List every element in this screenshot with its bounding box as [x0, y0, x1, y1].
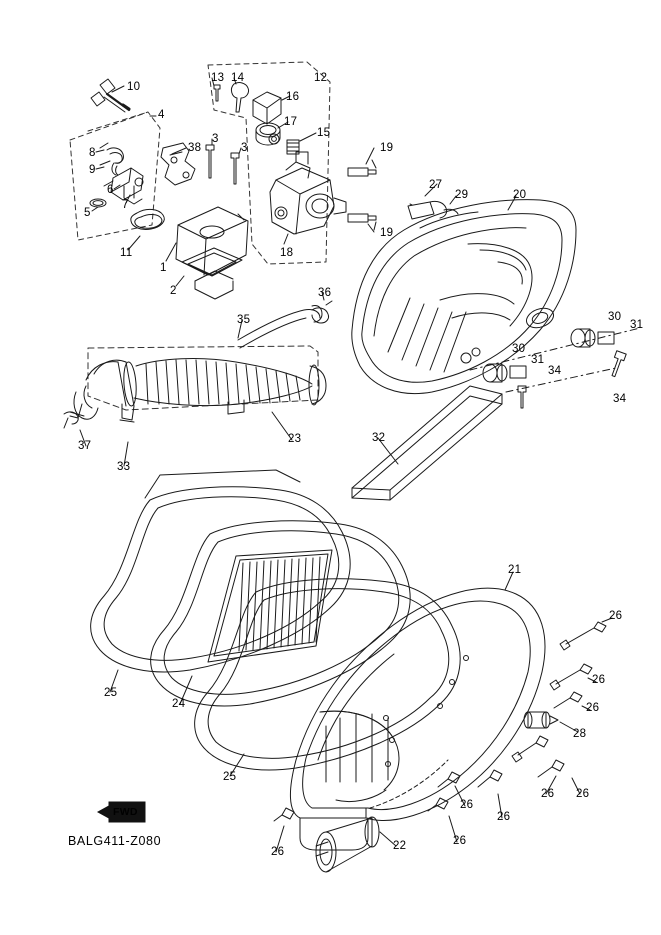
callout-number: 9 [89, 164, 96, 176]
group-intake-duct-23 [70, 346, 326, 422]
callout-number: 26 [609, 610, 623, 622]
group-bolt-19b [348, 214, 376, 230]
group-grommet-30a [483, 364, 507, 382]
group-bolt-3b [231, 153, 239, 184]
callout-number: 1 [160, 262, 167, 274]
callout-number: 26 [576, 788, 590, 800]
callout-number: 26 [586, 702, 600, 714]
callout-number: 21 [508, 564, 522, 576]
fwd-label: FWD [113, 806, 138, 818]
group-gasket-11 [131, 209, 164, 229]
callout-number: 26 [497, 811, 511, 823]
callout-number: 31 [630, 319, 644, 331]
callout-number: 30 [608, 311, 622, 323]
group-grommet-30b [571, 329, 595, 347]
callout-number: 2 [170, 285, 177, 297]
callout-number: 7 [122, 199, 129, 211]
callout-number: 13 [211, 72, 225, 84]
callout-number: 14 [231, 72, 245, 84]
callout-number: 5 [84, 207, 91, 219]
group-oring-5 [90, 199, 106, 207]
group-screw-26-d [512, 736, 548, 762]
part-code-label: BALG411-Z080 [68, 834, 162, 848]
group-gasket-2 [182, 248, 242, 299]
group-screw-26-f [478, 770, 502, 787]
group-collar-31a [510, 366, 526, 378]
group-screw-13 [214, 85, 220, 101]
callout-number: 3 [212, 133, 219, 145]
callout-number: 26 [592, 674, 606, 686]
callout-number: 25 [223, 771, 237, 783]
group-screw-26-c [554, 692, 582, 708]
group-filter-element-24 [151, 521, 411, 706]
callout-number: 12 [314, 72, 328, 84]
group-bolt-10 [91, 79, 129, 112]
group-bolt-34b [608, 351, 626, 378]
callout-number: 25 [104, 687, 118, 699]
group-screw-26-a [560, 622, 606, 650]
group-screw-26-h [428, 798, 448, 811]
callout-number: 28 [573, 728, 587, 740]
callout-number: 26 [453, 835, 467, 847]
callout-number: 29 [455, 189, 469, 201]
callout-number: 23 [288, 433, 302, 445]
group-screw-26-i [274, 808, 294, 821]
group-throttle-1 [176, 207, 248, 275]
group-bolt-3a [206, 145, 214, 178]
callout-number: 10 [127, 81, 141, 93]
callout-number: 6 [107, 184, 114, 196]
fwd-direction-badge [95, 800, 147, 824]
callout-number: 35 [237, 314, 251, 326]
group-throttle-18 [270, 152, 346, 234]
callout-number: 26 [460, 799, 474, 811]
callout-number: 19 [380, 142, 394, 154]
callout-number: 11 [120, 247, 133, 259]
callout-number: 19 [380, 227, 394, 239]
callout-number: 22 [393, 840, 407, 852]
callout-number: 34 [548, 365, 562, 377]
group-sensor-16 [253, 92, 281, 145]
callout-number: 37 [78, 440, 92, 452]
callout-number: 33 [117, 461, 131, 473]
group-clip-9 [100, 143, 123, 175]
callout-number: 16 [286, 91, 300, 103]
callout-number: 3 [241, 142, 248, 154]
group-outlet-duct-22 [316, 817, 379, 872]
group-oring-15 [269, 134, 299, 154]
callout-number: 20 [513, 189, 527, 201]
callout-number: 4 [158, 109, 165, 121]
callout-number: 32 [372, 432, 386, 444]
callout-number: 17 [284, 116, 298, 128]
callout-number: 30 [512, 343, 526, 355]
callout-number: 18 [280, 247, 294, 259]
group-clip-37 [64, 412, 78, 428]
callout-number: 8 [89, 147, 96, 159]
group-screw-14 [231, 83, 248, 112]
group-hose-35 [238, 305, 322, 348]
callout-number: 24 [172, 698, 186, 710]
callout-number: 27 [429, 179, 443, 191]
callout-number: 26 [541, 788, 555, 800]
group-grommet-28 [524, 712, 558, 728]
callout-number: 36 [318, 287, 332, 299]
group-screw-26-b [550, 664, 592, 690]
callout-number: 38 [188, 142, 202, 154]
group-filter-cover-25a [91, 470, 351, 672]
group-bolt-34a [518, 386, 526, 408]
callout-number: 31 [531, 354, 545, 366]
group-bolt-19a [348, 160, 376, 176]
group-screw-26-e [538, 760, 564, 777]
callout-number: 15 [317, 127, 331, 139]
callout-number: 26 [271, 846, 285, 858]
callout-number: 34 [613, 393, 627, 405]
